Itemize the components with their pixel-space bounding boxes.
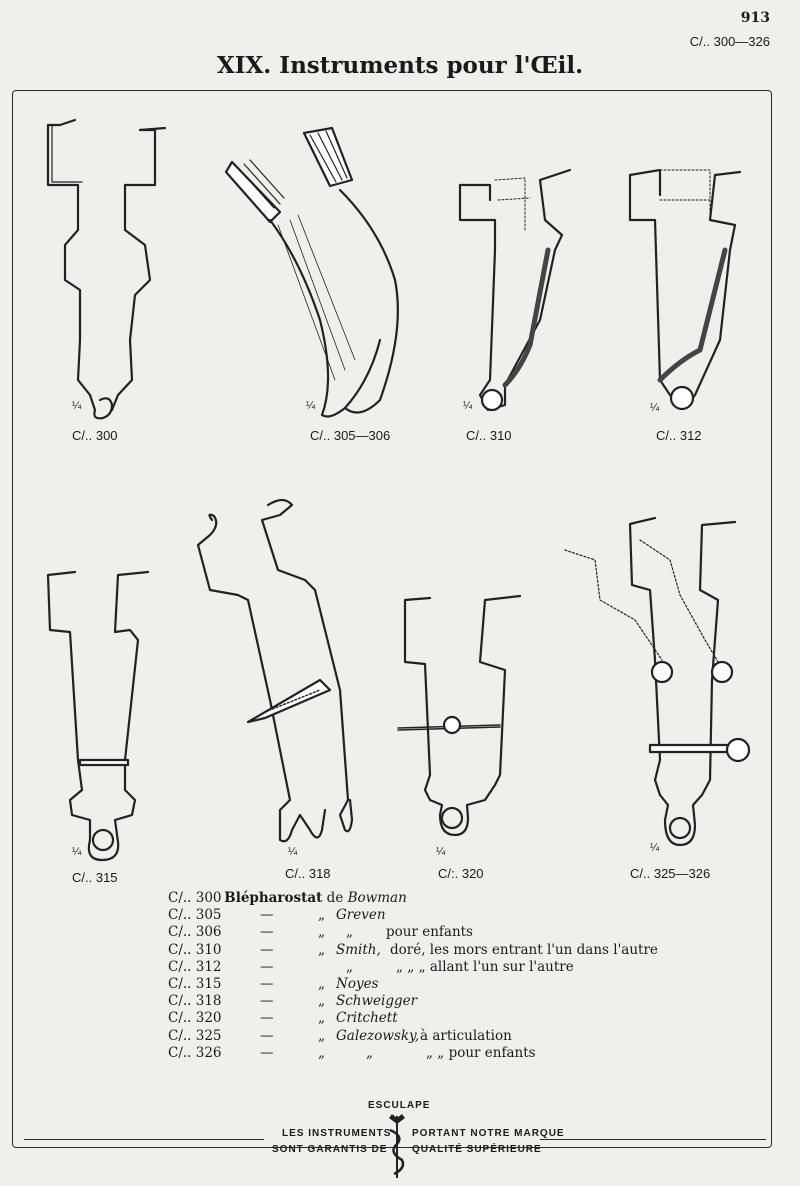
page-number: 913: [740, 10, 770, 26]
legend-row: [168, 993, 418, 1010]
instrument-315-drawing: [48, 572, 148, 860]
legend-de: „: [318, 1044, 325, 1061]
footer-rule-left: [24, 1139, 264, 1140]
legend-row: [168, 1027, 512, 1045]
figure-caption-300: C/.. 300: [72, 428, 118, 443]
figure-caption-310: C/.. 310: [466, 428, 512, 443]
figure-caption-315: C/.. 315: [72, 870, 118, 885]
legend-code: C/.. 326: [168, 1044, 222, 1061]
legend-row: [168, 1010, 407, 1027]
legend-row: [168, 924, 473, 941]
legend-code: C/.. 306: [168, 924, 222, 941]
instrument-320-drawing: [398, 596, 520, 835]
scale-mark-310: ¼: [463, 400, 473, 412]
legend-extra: à articulation: [420, 1027, 512, 1044]
scale-mark-300: ¼: [72, 400, 82, 412]
legend-name: Schweigger: [336, 993, 418, 1010]
scale-mark-318: ¼: [288, 846, 298, 858]
instrument-305-306-drawing: [226, 128, 398, 416]
legend-dash: —: [260, 1044, 274, 1061]
footer-left-line2: SONT GARANTIS DE: [272, 1144, 388, 1155]
legend-dash: —: [260, 975, 274, 992]
instrument-legend: [168, 890, 658, 1062]
brand-name: ESCULAPE: [368, 1100, 431, 1111]
legend-de: „: [318, 1027, 325, 1044]
scale-mark-312: ¼: [650, 402, 660, 414]
legend-row: [168, 958, 574, 976]
scale-mark-320: ¼: [436, 846, 446, 858]
legend-de: de: [326, 890, 344, 906]
legend-dash: —: [260, 907, 274, 924]
figure-caption-312: C/.. 312: [656, 428, 702, 443]
legend-name: Bowman: [347, 890, 407, 906]
legend-name: „: [346, 924, 353, 941]
legend-code: C/.. 305: [168, 907, 222, 924]
legend-dash: —: [260, 1010, 274, 1027]
legend-row: [168, 1044, 536, 1062]
legend-name: „: [346, 958, 353, 975]
figure-caption-325-326: C/.. 325—326: [630, 866, 711, 881]
instrument-312-drawing: [630, 170, 740, 409]
legend-row: [168, 941, 658, 959]
legend-dash: —: [260, 924, 274, 941]
instrument-310-drawing: [460, 170, 570, 410]
legend-dash: —: [260, 1027, 274, 1044]
legend-code: C/.. 310: [168, 941, 222, 958]
page-range: C/.. 300—326: [689, 34, 770, 49]
legend-extra: pour enfants: [386, 924, 473, 941]
legend-row: [168, 890, 407, 907]
legend-row: [168, 976, 407, 993]
legend-name: Greven: [336, 907, 386, 924]
legend-extra: doré, les mors entrant l'un dans l'autre: [390, 941, 658, 958]
legend-code: C/.. 318: [168, 993, 222, 1010]
legend-dash: —: [260, 958, 274, 975]
caduceus-logo-icon: [384, 1112, 410, 1182]
legend-name: Galezowsky,: [336, 1027, 420, 1044]
scale-mark-305: ¼: [306, 400, 316, 412]
footer-right-line1: PORTANT NOTRE MARQUE: [412, 1128, 565, 1139]
legend-row: [168, 907, 407, 924]
figure-caption-320: C/:. 320: [438, 866, 484, 881]
legend-code: C/.. 300: [168, 890, 222, 906]
legend-de: „: [318, 993, 325, 1010]
legend-de: „: [318, 907, 325, 924]
legend-de: „: [318, 975, 325, 992]
footer-rule-right: [540, 1139, 766, 1140]
scale-mark-315: ¼: [72, 846, 82, 858]
legend-name: Critchett: [336, 1010, 398, 1027]
scale-mark-325: ¼: [650, 842, 660, 854]
legend-de: „: [318, 941, 325, 958]
legend-code: C/.. 325: [168, 1027, 222, 1044]
legend-name: Noyes: [336, 975, 379, 992]
legend-de: „: [318, 1010, 325, 1027]
legend-code: C/.. 312: [168, 958, 222, 975]
instrument-325-326-drawing: [565, 518, 749, 845]
legend-prefix: Blépharostat: [224, 890, 323, 906]
legend-extra: „ „ pour enfants: [426, 1044, 536, 1061]
legend-dash: —: [260, 993, 274, 1010]
legend-name: Smith,: [336, 941, 381, 958]
footer-left-line1: LES INSTRUMENTS: [282, 1128, 392, 1139]
instrument-300-drawing: [48, 120, 165, 418]
legend-code: C/.. 320: [168, 1010, 222, 1027]
legend-de: „: [318, 924, 325, 941]
instrument-318-drawing: [198, 500, 352, 841]
legend-dash: —: [260, 941, 274, 958]
legend-name: „: [366, 1044, 373, 1061]
footer-right-line2: QUALITÉ SUPÉRIEURE: [412, 1144, 542, 1155]
legend-code: C/.. 315: [168, 975, 222, 992]
figure-caption-305-306: C/.. 305—306: [310, 428, 391, 443]
figure-caption-318: C/.. 318: [285, 866, 331, 881]
legend-extra: „ „ „ allant l'un sur l'autre: [396, 958, 574, 975]
page-title: XIX. Instruments pour l'Œil.: [216, 52, 584, 79]
